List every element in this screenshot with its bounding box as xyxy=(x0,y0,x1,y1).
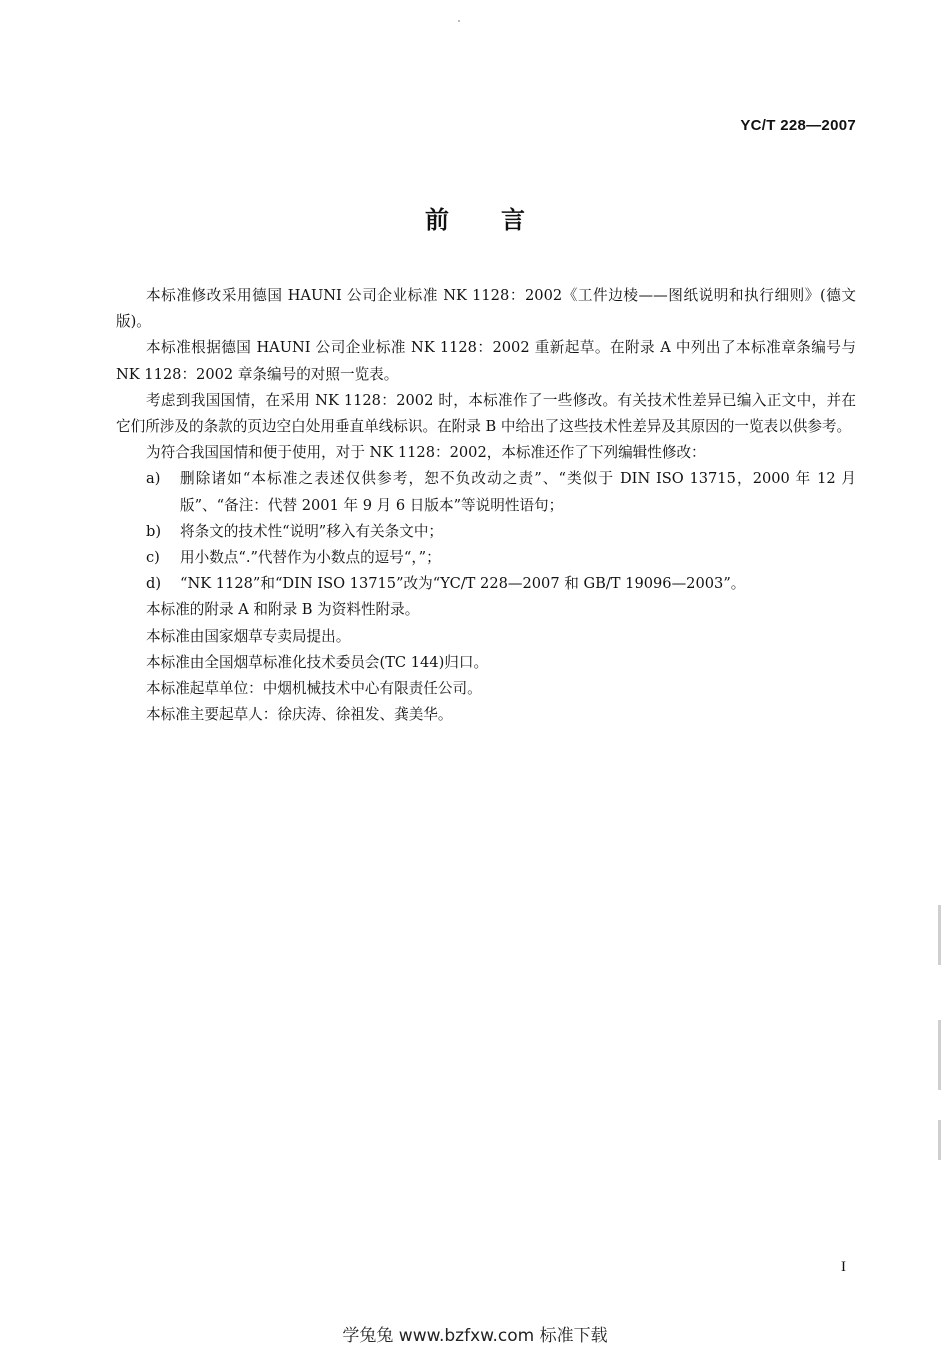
list-item-text: “NK 1128”和“DIN ISO 13715”改为“YC/T 228—2007 和 GB/T 19096—2003”。 xyxy=(180,575,746,593)
scan-edge-mark xyxy=(938,905,941,965)
paragraph: 本标准由国家烟草专卖局提出。 xyxy=(146,627,351,645)
list-item-label: a) xyxy=(146,470,161,488)
list-item-text: 删除诸如“本标准之表述仅供参考，恕不负改动之责”、“类似于 DIN ISO 13715，2000 年 12 月版”、“备注：代替 2001 年 9 月 6 日版本”等说明性语句； xyxy=(180,470,856,514)
list-item-label: b) xyxy=(146,522,162,540)
list-item xyxy=(116,519,856,545)
paragraph: 本标准起草单位：中烟机械技术中心有限责任公司。 xyxy=(146,680,482,698)
scan-speck xyxy=(458,20,460,22)
paragraph: 本标准由全国烟草标准化技术委员会(TC 144)归口。 xyxy=(146,653,489,671)
paragraph: 本标准修改采用德国 HAUNI 公司企业标准 NK 1128：2002《工件边棱——图纸说明和执行细则》(德文版)。 xyxy=(116,287,856,331)
list-item xyxy=(116,466,856,518)
list-item-label: c) xyxy=(146,549,160,567)
paragraph: 本标准主要起草人：徐庆涛、徐祖发、龚美华。 xyxy=(146,706,453,724)
site-watermark: 学兔兔 www.bzfxw.com 标准下载 xyxy=(342,1326,608,1346)
page-number: I xyxy=(841,1259,846,1275)
foreword-body xyxy=(116,283,856,728)
page-title: 前言 xyxy=(425,206,577,234)
list-item-label: d) xyxy=(146,575,162,593)
list-item xyxy=(116,571,856,597)
paragraph: 为符合我国国情和便于使用，对于 NK 1128：2002，本标准还作了下列编辑性修改： xyxy=(146,444,706,462)
scan-edge-mark xyxy=(938,1020,941,1090)
scan-edge-mark xyxy=(938,1120,941,1160)
paragraph: 考虑到我国国情，在采用 NK 1128：2002 时，本标准作了一些修改。有关技术性差异已编入正文中，并在它们所涉及的条款的页边空白处用垂直单线标识。在附录 B 中给出了这些技术性差异及其原因的一览表以供参考。 xyxy=(116,391,856,436)
standard-number: YC/T 228—2007 xyxy=(740,117,856,134)
list-item-text: 用小数点“.”代替作为小数点的逗号“，”； xyxy=(180,549,441,567)
paragraph: 本标准根据德国 HAUNI 公司企业标准 NK 1128：2002 重新起草。在附录 A 中列出了本标准章条编号与 NK 1128：2002 章条编号的对照一览表。 xyxy=(116,339,856,383)
list-item xyxy=(116,545,856,571)
paragraph: 本标准的附录 A 和附录 B 为资料性附录。 xyxy=(146,601,420,619)
list-item-text: 将条文的技术性“说明”移入有关条文中； xyxy=(180,522,444,540)
